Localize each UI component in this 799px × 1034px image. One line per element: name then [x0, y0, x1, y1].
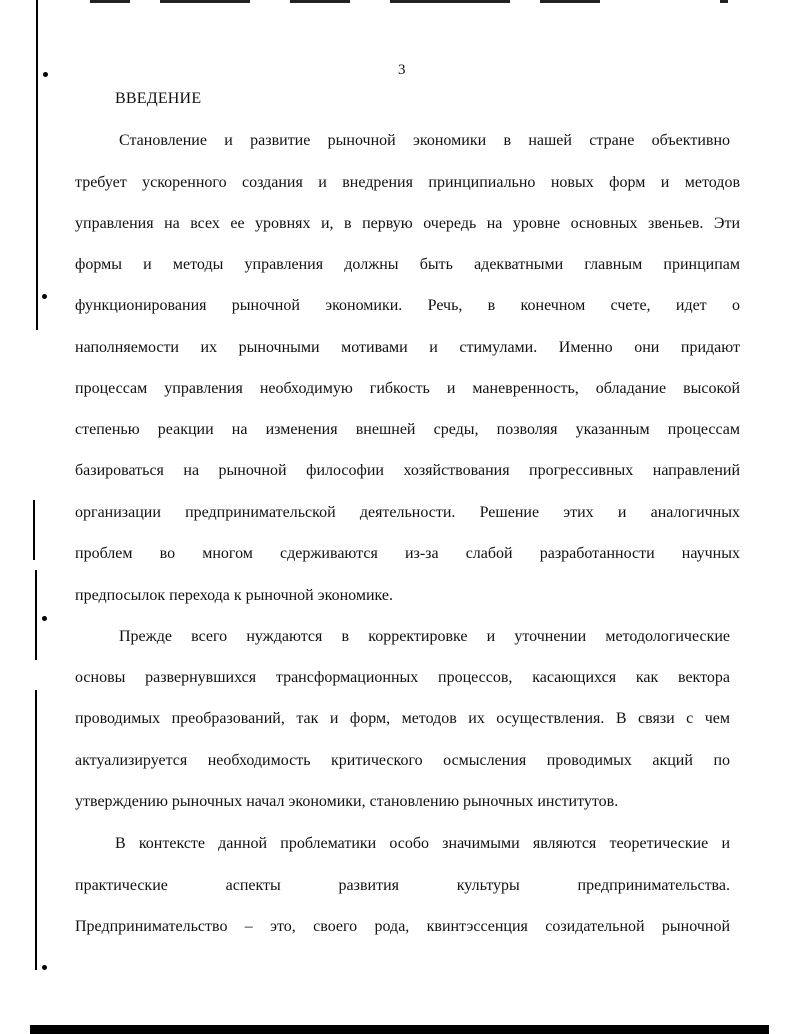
- section-heading: ВВЕДЕНИЕ: [115, 90, 202, 107]
- text-line: требует ускоренного создания и внедрения принципиально новых форм и методов: [75, 174, 740, 191]
- binding-edge-line: [35, 570, 37, 660]
- punch-hole-mark: [42, 965, 47, 970]
- text-line: базироваться на рыночной философии хозяйствования прогрессивных направлений: [75, 462, 740, 479]
- text-line: степенью реакции на изменения внешней среды, позволяя указанным процессам: [75, 421, 740, 438]
- top-scan-artifact: [90, 0, 730, 4]
- text-line: процессам управления необходимую гибкость и маневренность, обладание высокой: [75, 380, 740, 397]
- text-line: практические аспекты развития культуры предпринимательства.: [75, 877, 730, 894]
- text-line: проблем во многом сдерживаются из-за слабой разработанности научных: [75, 545, 740, 562]
- punch-hole-mark: [42, 616, 47, 621]
- binding-edge-line: [33, 500, 35, 560]
- text-line: В контексте данной проблематики особо значимыми являются теоретические и: [115, 835, 730, 852]
- punch-hole-mark: [43, 72, 48, 77]
- text-line: основы развернувшихся трансформационных процессов, касающихся как вектора: [75, 669, 730, 686]
- binding-edge-line: [36, 0, 38, 330]
- text-line: Предпринимательство – это, своего рода, квинтэссенция созидательной рыночной: [75, 918, 730, 935]
- text-line: актуализируется необходимость критического осмысления проводимых акций по: [75, 752, 730, 769]
- text-line: наполняемости их рыночными мотивами и стимулами. Именно они придают: [75, 339, 740, 356]
- binding-edge-line: [35, 690, 37, 970]
- text-line: проводимых преобразований, так и форм, методов их осуществления. В связи с чем: [75, 710, 730, 727]
- text-line: Становление и развитие рыночной экономики в нашей стране объективно: [119, 132, 730, 149]
- text-line: формы и методы управления должны быть адекватными главным принципам: [75, 256, 740, 273]
- text-line: организации предпринимательской деятельности. Решение этих и аналогичных: [75, 504, 740, 521]
- punch-hole-mark: [42, 294, 47, 299]
- text-line: предпосылок перехода к рыночной экономике.: [75, 587, 393, 604]
- text-line: утверждению рыночных начал экономики, становлению рыночных институтов.: [75, 793, 619, 810]
- bottom-scan-edge: [30, 1025, 769, 1034]
- text-line: функционирования рыночной экономики. Речь, в конечном счете, идет о: [75, 297, 740, 314]
- page-number: 3: [398, 62, 406, 78]
- text-line: Прежде всего нуждаются в корректировке и уточнении методологические: [119, 628, 730, 645]
- text-line: управления на всех ее уровнях и, в первую очередь на уровне основных звеньев. Эти: [75, 215, 740, 232]
